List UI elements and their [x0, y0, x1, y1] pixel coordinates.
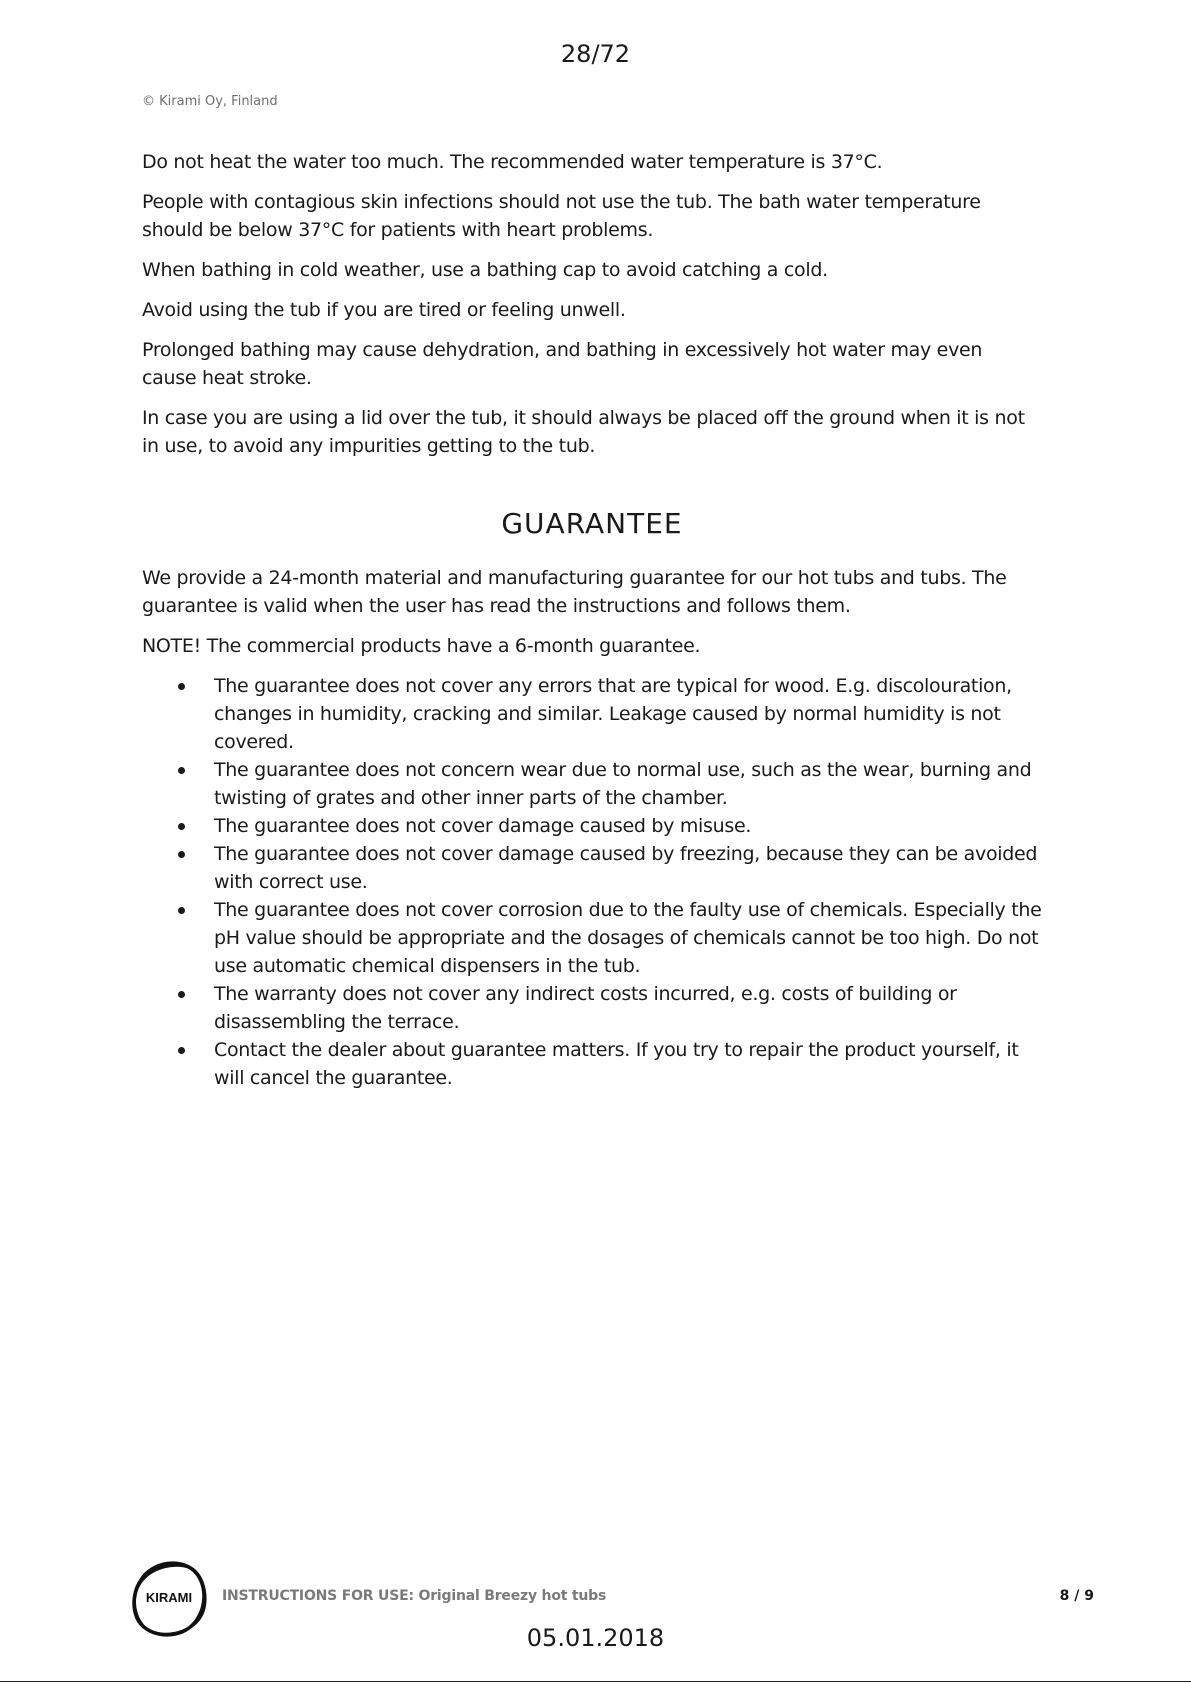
list-item — [214, 980, 1042, 1036]
paragraph-guarantee-terms: We provide a 24-month material and manufacturing guarantee for our hot tubs and tubs. The guarantee is valid when the user has read the instructions and follows them. — [142, 567, 1007, 617]
list-item-text: The warranty does not cover any indirect costs incurred, e.g. costs of building or disassembling the terrace. — [214, 983, 957, 1033]
bullet-icon — [178, 991, 185, 998]
paragraph-tired-unwell: Avoid using the tub if you are tired or feeling unwell. — [142, 299, 626, 321]
bullet-icon — [178, 767, 185, 774]
list-item — [214, 812, 1042, 840]
bullet-icon — [178, 1047, 185, 1054]
footer-page-indicator: 8 / 9 — [1059, 1588, 1094, 1604]
list-item-text: The guarantee does not cover damage caused by freezing, because they can be avoided with correct use. — [214, 843, 1038, 893]
list-item-text: Contact the dealer about guarantee matters. If you try to repair the product yourself, it will cancel the guarantee. — [214, 1039, 1019, 1089]
logo-text: KIRAMI — [145, 1590, 193, 1605]
page-counter: 28/72 — [560, 40, 631, 68]
paragraph-skin-infections: People with contagious skin infections should not use the tub. The bath water temperature should be below 37°C for patients with heart problems. — [142, 191, 981, 241]
copyright-notice: © Kirami Oy, Finland — [142, 94, 278, 109]
bullet-icon — [178, 907, 185, 914]
bullet-icon — [178, 823, 185, 830]
paragraph-cold-weather: When bathing in cold weather, use a bathing cap to avoid catching a cold. — [142, 259, 828, 281]
document-body — [142, 148, 1042, 1092]
paragraph-commercial-note: NOTE! The commercial products have a 6-month guarantee. — [142, 635, 701, 657]
guarantee-heading: GUARANTEE — [501, 507, 683, 540]
bullet-icon — [178, 683, 185, 690]
footer-document-title: INSTRUCTIONS FOR USE: Original Breezy hot tubs — [222, 1588, 607, 1604]
paragraph-dehydration: Prolonged bathing may cause dehydration, and bathing in excessively hot water may even cause heat stroke. — [142, 339, 983, 389]
list-item — [214, 672, 1042, 756]
list-item — [214, 896, 1042, 980]
bottom-divider — [0, 1681, 1191, 1682]
list-item — [214, 1036, 1042, 1092]
footer-date: 05.01.2018 — [526, 1624, 665, 1652]
paragraph-lid: In case you are using a lid over the tub, it should always be placed off the ground when it is not in use, to avoid any impurities getting to the tub. — [142, 407, 1025, 457]
list-item-text: The guarantee does not cover corrosion due to the faulty use of chemicals. Especially the pH value should be appropriate and the dosages of chemicals cannot be too high. Do not use automatic chemical dispensers in the tub. — [214, 899, 1042, 977]
list-item-text: The guarantee does not cover damage caused by misuse. — [214, 815, 752, 837]
list-item — [214, 756, 1042, 812]
paragraph-water-temperature: Do not heat the water too much. The recommended water temperature is 37°C. — [142, 151, 883, 173]
bullet-icon — [178, 851, 185, 858]
list-item-text: The guarantee does not concern wear due to normal use, such as the wear, burning and twisting of grates and other inner parts of the chamber. — [214, 759, 1032, 809]
list-item — [214, 840, 1042, 896]
list-item-text: The guarantee does not cover any errors that are typical for wood. E.g. discolouration, changes in humidity, cracking and similar. Leakage caused by normal humidity is not covered. — [214, 675, 1012, 753]
guarantee-exclusions-list — [142, 672, 1042, 1092]
